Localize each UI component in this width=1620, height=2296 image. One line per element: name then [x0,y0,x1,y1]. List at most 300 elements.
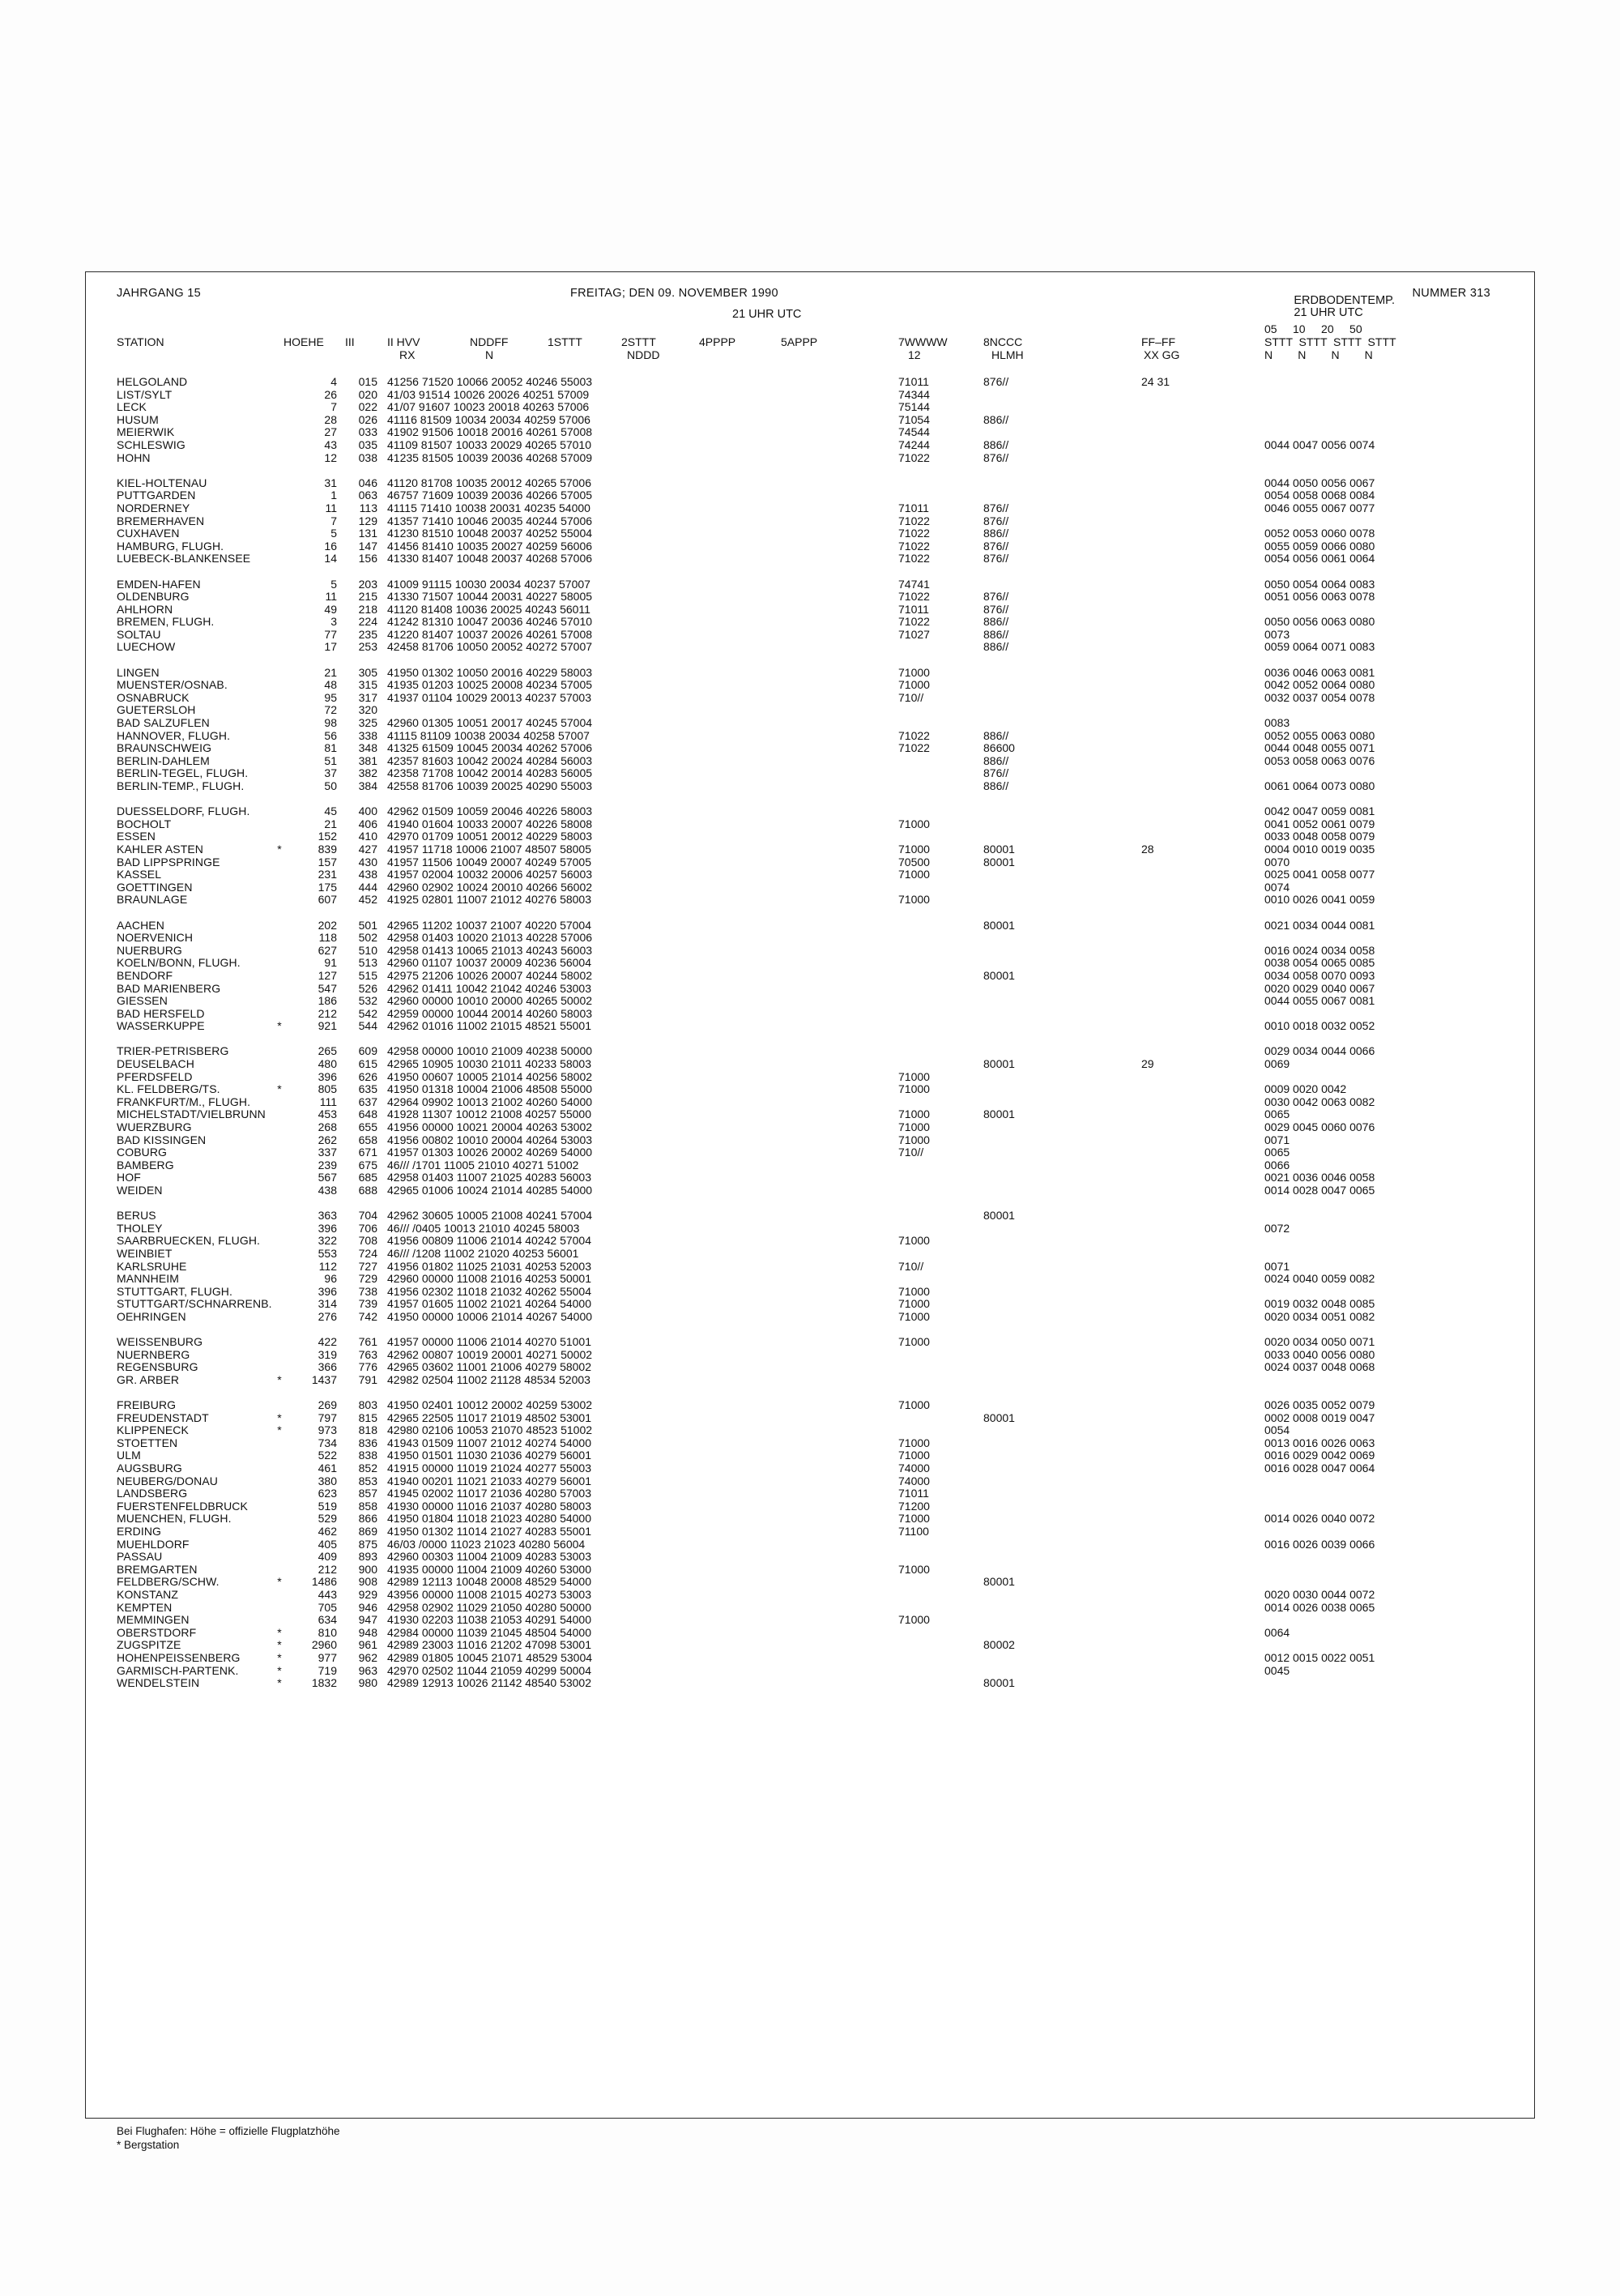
erdbodentemp-values: 0014 0028 0047 0065 [1264,1184,1375,1197]
group-8nccc: 876// [983,552,1009,565]
table-row [117,489,1516,502]
synop-groups: 41956 00802 10010 20004 40264 53003 [387,1133,593,1146]
group-7wwww: 71000 [898,1297,930,1311]
synop-groups: 41928 11307 10012 21008 40257 55000 [387,1107,591,1121]
synop-groups: 41950 01501 11030 21036 40279 56001 [387,1449,591,1462]
table-row [117,376,1516,389]
table-row [117,995,1516,1008]
station-name: STUTTGART/SCHNARRENB. [117,1297,272,1311]
table-row [117,717,1516,730]
station-id: 742 [358,1309,377,1323]
nummer-label: NUMMER 313 [1412,287,1490,300]
synop-groups: 42558 81706 10039 20025 40290 55003 [387,779,593,792]
footnotes [117,2124,340,2152]
synop-groups: 42989 23003 11016 21202 47098 53001 [387,1638,591,1652]
station-name: BERLIN-TEGEL, FLUGH. [117,766,249,780]
synop-groups: 41109 81507 10033 20029 40265 57010 [387,437,591,451]
group-8nccc: 80001 [983,1209,1015,1223]
erdbodentemp-values: 0042 0047 0059 0081 [1264,804,1375,818]
table-row [117,1058,1516,1071]
station-id: 384 [358,779,377,792]
station-name: REGENSBURG [117,1360,198,1374]
station-id: 501 [358,918,377,932]
station-height: 49 [324,602,337,616]
station-name: HOHENPEISSENBERG [117,1650,241,1664]
station-height: 16 [324,539,337,553]
station-name: BAD SALZUFLEN [117,716,210,730]
synop-groups: 41256 71520 10066 20052 40246 55003 [387,375,593,388]
group-7wwww: 71100 [898,1525,929,1538]
station-height: 797 [318,1410,337,1424]
station-id: 338 [358,728,377,742]
synop-groups: 42982 02504 11002 21128 48534 52003 [387,1372,590,1386]
group-7wwww: 74000 [898,1462,930,1475]
col-ii-hvv: II HVV [387,335,420,348]
bergstation-marker: * [277,1082,282,1096]
synop-groups: 41956 00809 11006 21014 40242 57004 [387,1234,591,1248]
station-id: 020 [358,387,377,401]
station-name: SAARBRUECKEN, FLUGH. [117,1234,261,1248]
erdbodentemp-values: 0020 0034 0050 0071 [1264,1335,1375,1349]
table-row [117,1526,1516,1538]
station-height: 461 [318,1462,337,1475]
station-id: 438 [358,868,377,881]
synop-groups: 42984 00000 11039 21045 48504 54000 [387,1625,591,1639]
erdbodentemp-values: 0032 0037 0054 0078 [1264,690,1375,704]
station-name: BAMBERG [117,1158,174,1171]
col-7wwww: 7WWWW [898,335,948,348]
synop-groups: 41940 01604 10033 20007 40226 58008 [387,817,593,830]
station-height: 405 [318,1537,337,1551]
station-id: 609 [358,1044,377,1058]
station-id: 908 [358,1575,377,1589]
station-id: 815 [358,1410,377,1424]
station-id: 129 [358,514,377,527]
station-height: 186 [318,994,337,1008]
station-name: WUERZBURG [117,1120,192,1134]
station-name: MUENCHEN, FLUGH. [117,1512,232,1526]
group-7wwww: 71000 [898,678,930,692]
synop-groups: 42960 02902 10024 20010 40266 56002 [387,880,593,894]
group-7wwww: 71022 [898,552,930,565]
synop-groups: 41009 91115 10030 20034 40237 57007 [387,577,590,591]
synop-groups: 41950 01302 10050 20016 40229 58003 [387,665,593,679]
station-height: 921 [318,1019,337,1033]
station-height: 202 [318,918,337,932]
station-id: 156 [358,552,377,565]
station-height: 31 [324,476,337,489]
col-xx-gg: XX GG [1144,348,1180,361]
bergstation-marker: * [277,842,282,856]
table-row [117,805,1516,818]
station-id: 961 [358,1638,377,1652]
col-1sttt: 1STTT [548,335,582,348]
station-name: KEMPTEN [117,1600,173,1614]
station-id: 761 [358,1335,377,1349]
erdbodentemp-values: 0033 0040 0056 0080 [1264,1347,1375,1361]
synop-groups: 41950 00607 10005 21014 40256 58002 [387,1069,593,1083]
table-row [117,1424,1516,1437]
synop-groups: 41935 00000 11004 21009 40260 53000 [387,1562,591,1576]
station-name: ULM [117,1449,141,1462]
table-row [117,1083,1516,1096]
station-id: 502 [358,931,377,945]
table-row [117,881,1516,894]
table-row [117,1298,1516,1311]
station-id: 542 [358,1006,377,1020]
group-ffff: 29 [1141,1057,1154,1071]
station-id: 203 [358,577,377,591]
station-height: 977 [318,1650,337,1664]
station-name: KARLSRUHE [117,1259,187,1273]
table-row [117,1475,1516,1488]
station-id: 776 [358,1360,377,1374]
table-row [117,414,1516,427]
station-name: BERLIN-DAHLEM [117,753,210,767]
station-name: PFERDSFELD [117,1069,193,1083]
station-height: 21 [324,817,337,830]
station-name: LIST/SYLT [117,387,173,401]
erdbodentemp-values: 0066 [1264,1158,1290,1171]
station-height: 337 [318,1146,337,1159]
synop-groups: 42458 81706 10050 20052 40272 57007 [387,640,593,654]
station-height: 1437 [311,1372,337,1386]
station-id: 706 [358,1221,377,1235]
erdbodentemp-values: 0026 0035 0052 0079 [1264,1398,1375,1412]
synop-groups: 42970 01709 10051 20012 40229 58003 [387,830,593,843]
table-row [117,477,1516,490]
station-height: 3 [330,615,337,629]
station-height: 396 [318,1284,337,1298]
synop-groups: 41930 00000 11016 21037 40280 58003 [387,1499,591,1513]
station-name: GARMISCH-PARTENK. [117,1663,239,1677]
synop-groups: 41956 01802 11025 21031 40253 52003 [387,1259,591,1273]
station-id: 022 [358,400,377,414]
table-row [117,818,1516,831]
table-row [117,1071,1516,1084]
station-height: 77 [324,627,337,641]
erdbodentemp-values: 0073 [1264,627,1290,641]
observation-time-label: 21 UHR UTC [732,308,802,321]
station-height: 443 [318,1588,337,1601]
group-8nccc: 886// [983,640,1009,654]
station-id: 515 [358,968,377,982]
col-2sttt: 2STTT [621,335,656,348]
station-name: GUETERSLOH [117,703,196,717]
col-ff-ff: FF–FF [1141,335,1175,348]
station-id: 724 [358,1246,377,1260]
erdbodentemp-header [1294,295,1395,319]
erdbodentemp-values: 0010 0018 0032 0052 [1264,1019,1375,1033]
synop-groups: 46/// /1208 11002 21020 40253 56001 [387,1246,579,1260]
bergstation-marker: * [277,1650,282,1664]
group-8nccc: 886// [983,779,1009,792]
station-height: 112 [318,1259,337,1273]
station-height: 5 [330,577,337,591]
synop-groups: 41950 01302 11014 21027 40283 55001 [387,1525,591,1538]
group-7wwww: 74000 [898,1474,930,1487]
synop-groups: 41950 02401 10012 20002 40259 53002 [387,1398,593,1412]
station-height: 627 [318,943,337,957]
station-name: SOLTAU [117,627,161,641]
col-erd-n: N N N N [1264,348,1373,361]
table-row [117,1286,1516,1299]
station-height: 28 [324,412,337,426]
station-id: 147 [358,539,377,553]
station-id: 858 [358,1499,377,1513]
station-id: 113 [359,501,377,514]
col-8nccc: 8NCCC [983,335,1023,348]
erdbodentemp-values: 0054 0058 0068 0084 [1264,489,1375,502]
synop-groups: 41957 01605 11002 21021 40264 54000 [387,1297,591,1311]
station-height: 547 [318,981,337,995]
station-height: 26 [324,387,337,401]
group-7wwww: 71054 [898,412,930,426]
station-name: OSNABRUCK [117,690,190,704]
table-row [117,1008,1516,1021]
erdbodentemp-values: 0020 0034 0051 0082 [1264,1309,1375,1323]
table-row [117,1159,1516,1172]
station-name: BAD MARIENBERG [117,981,221,995]
synop-groups: 41/07 91607 10023 20018 40263 57006 [387,400,590,414]
table-row [117,578,1516,591]
station-height: 1 [330,489,337,502]
station-height: 17 [324,640,337,654]
station-height: 1486 [311,1575,337,1589]
station-height: 81 [324,741,337,755]
station-id: 637 [358,1095,377,1108]
station-id: 317 [358,690,377,704]
station-height: 14 [324,552,337,565]
table-row [117,1627,1516,1640]
synop-groups: 41957 00000 11006 21014 40270 51001 [387,1335,591,1349]
group-7wwww: 71000 [898,665,930,679]
group-8nccc: 876// [983,590,1009,604]
group-7wwww: 71000 [898,1069,930,1083]
synop-groups: 42989 12913 10026 21142 48540 53002 [387,1676,591,1690]
table-row [117,1171,1516,1184]
station-height: 175 [318,880,337,894]
col-station: STATION [117,335,164,348]
synop-groups: 41220 81407 10037 20026 40261 57008 [387,627,593,641]
station-height: 366 [318,1360,337,1374]
col-erd-units: STTT STTT STTT STTT [1264,335,1396,348]
station-height: 314 [318,1297,337,1311]
station-id: 224 [358,615,377,629]
group-8nccc: 876// [983,375,1009,388]
synop-groups: 41115 71410 10038 20031 40235 54000 [387,501,590,514]
table-row [117,767,1516,780]
erdbodentemp-values: 0055 0059 0066 0080 [1264,539,1375,553]
synop-groups: 41116 81509 10034 20034 40259 57006 [387,412,590,426]
table-row [117,843,1516,856]
erdbodentemp-values: 0072 [1264,1221,1290,1235]
synop-groups: 42965 10905 10030 21011 40233 58003 [387,1057,591,1071]
group-8nccc: 876// [983,501,1009,514]
table-row [117,1589,1516,1602]
group-7wwww: 74244 [898,437,930,451]
table-row [117,679,1516,692]
erdbodentemp-values: 0071 [1264,1133,1290,1146]
group-7wwww: 75144 [898,400,930,414]
station-height: 805 [318,1082,337,1096]
group-7wwww: 71000 [898,817,930,830]
synop-groups: 42960 00303 11004 21009 40283 53003 [387,1550,591,1564]
station-height: 111 [319,1095,337,1108]
group-7wwww: 71000 [898,1284,930,1298]
station-id: 838 [358,1449,377,1462]
table-row [117,1412,1516,1425]
erdbodentemp-values: 0021 0036 0046 0058 [1264,1171,1375,1184]
group-separator [117,565,1516,578]
station-id: 532 [358,994,377,1008]
synop-groups: 41950 00000 10006 21014 40267 54000 [387,1309,593,1323]
station-id: 763 [358,1347,377,1361]
group-7wwww: 71022 [898,615,930,629]
synop-groups: 41235 81505 10039 20036 40268 57009 [387,450,593,464]
station-id: 671 [358,1146,377,1159]
station-name: ESSEN [117,830,156,843]
synop-groups: 41925 02801 11007 21012 40276 58003 [387,893,591,907]
table-row [117,1096,1516,1109]
erdbodentemp-values: 0019 0032 0048 0085 [1264,1297,1375,1311]
document-sheet [85,271,1535,2151]
group-7wwww: 71200 [898,1499,930,1513]
station-id: 869 [358,1525,377,1538]
group-7wwww: 71000 [898,1436,930,1449]
synop-groups: 41330 81407 10048 20037 40268 57006 [387,552,593,565]
table-row [117,957,1516,970]
erdbodentemp-values: 0033 0048 0058 0079 [1264,830,1375,843]
station-height: 43 [324,437,337,451]
table-row [117,1500,1516,1513]
station-name: LUECHOW [117,640,176,654]
table-row [117,389,1516,402]
erdbodentemp-values: 0042 0052 0064 0080 [1264,678,1375,692]
station-name: OLDENBURG [117,590,190,604]
group-7wwww: 71000 [898,1512,930,1526]
station-id: 427 [358,842,377,856]
table-row [117,401,1516,414]
table-row [117,540,1516,553]
group-7wwww: 74544 [898,425,930,439]
bergstation-marker: * [277,1625,282,1639]
synop-groups: 41950 01804 11018 21023 40280 54000 [387,1512,591,1526]
station-height: 529 [318,1512,337,1526]
footnote-flughafen: Bei Flughafen: Höhe = offizielle Flugplatzhöhe [117,2125,340,2137]
synop-groups: 42958 00000 10010 21009 40238 50000 [387,1044,593,1058]
group-7wwww: 71022 [898,590,930,604]
table-row [117,945,1516,958]
col-12: 12 [908,348,921,361]
erdbodentemp-values: 0029 0045 0060 0076 [1264,1120,1375,1134]
bergstation-marker: * [277,1663,282,1677]
station-height: 269 [318,1398,337,1412]
station-name: WASSERKUPPE [117,1019,205,1033]
table-row [117,692,1516,705]
synop-groups: 46757 71609 10039 20036 40266 57005 [387,489,593,502]
erdbodentemp-values: 0024 0037 0048 0068 [1264,1360,1375,1374]
table-row [117,1045,1516,1058]
erdbodentemp-values: 0014 0026 0038 0065 [1264,1600,1375,1614]
synop-groups: 42959 00000 10044 20014 40260 58003 [387,1006,593,1020]
synop-groups: 42964 09902 10013 21002 40260 54000 [387,1095,593,1108]
table-row [117,1146,1516,1159]
station-id: 852 [358,1462,377,1475]
station-id: 893 [358,1550,377,1564]
station-height: 7 [330,400,337,414]
erdbodentemp-values: 0020 0029 0040 0067 [1264,981,1375,995]
synop-groups: 42965 03602 11001 21006 40279 58002 [387,1360,591,1374]
station-height: 462 [318,1525,337,1538]
erdbodentemp-values: 0009 0020 0042 [1264,1082,1347,1096]
table-row [117,553,1516,565]
group-separator [117,907,1516,920]
table-row [117,1614,1516,1627]
synop-groups: 41115 81109 10038 20034 40258 57007 [387,728,590,742]
col-nddd: NDDD [627,348,660,361]
station-name: GOETTINGEN [117,880,193,894]
erdbodentemp-values: 0024 0040 0059 0082 [1264,1272,1375,1286]
station-name: STOETTEN [117,1436,178,1449]
erdbodentemp-values: 0041 0052 0061 0079 [1264,817,1375,830]
erdbodentemp-values: 0045 [1264,1663,1290,1677]
bergstation-marker: * [277,1372,282,1386]
group-separator [117,1387,1516,1400]
station-name: PASSAU [117,1550,163,1564]
station-name: SCHLESWIG [117,437,185,451]
erdbodentemp-values: 0002 0008 0019 0047 [1264,1410,1375,1424]
col-nddff-n: N [485,348,494,361]
station-name: KL. FELDBERG/TS. [117,1082,220,1096]
synop-groups: 41357 71410 10046 20035 40244 57006 [387,514,593,527]
station-name: MUEHLDORF [117,1537,190,1551]
synop-groups: 42958 02902 11029 21050 40280 50000 [387,1600,591,1614]
erdbodentemp-values: 0070 [1264,855,1290,868]
group-8nccc: 80001 [983,855,1015,868]
station-id: 866 [358,1512,377,1526]
station-name: HELGOLAND [117,375,188,388]
group-8nccc: 86600 [983,741,1015,755]
station-height: 4 [330,375,337,388]
col-hoehe: HOEHE [284,335,324,348]
station-id: 675 [358,1158,377,1171]
station-name: BREMERHAVEN [117,514,205,527]
group-separator [117,654,1516,667]
synop-groups: 42962 01411 10042 21042 40246 53003 [387,981,591,995]
station-height: 72 [324,703,337,717]
station-name: COBURG [117,1146,168,1159]
erdbodentemp-values: 0036 0046 0063 0081 [1264,665,1375,679]
station-height: 262 [318,1133,337,1146]
table-row [117,1462,1516,1475]
station-name: AACHEN [117,918,164,932]
synop-groups: 41230 81510 10048 20037 40252 55004 [387,527,593,540]
erdbodentemp-title: ERDBODENTEMP. [1294,294,1395,307]
col-rx: RX [399,348,416,361]
station-height: 322 [318,1234,337,1248]
table-row [117,1273,1516,1286]
group-7wwww: 71000 [898,868,930,881]
group-separator [117,1033,1516,1046]
station-name: NUERNBERG [117,1347,190,1361]
erdbodentemp-values: 0016 0026 0039 0066 [1264,1537,1375,1551]
station-id: 015 [358,375,377,388]
station-id: 803 [358,1398,377,1412]
station-height: 380 [318,1474,337,1487]
group-7wwww: 71011 [898,501,929,514]
erdbodentemp-values: 0071 [1264,1259,1290,1273]
